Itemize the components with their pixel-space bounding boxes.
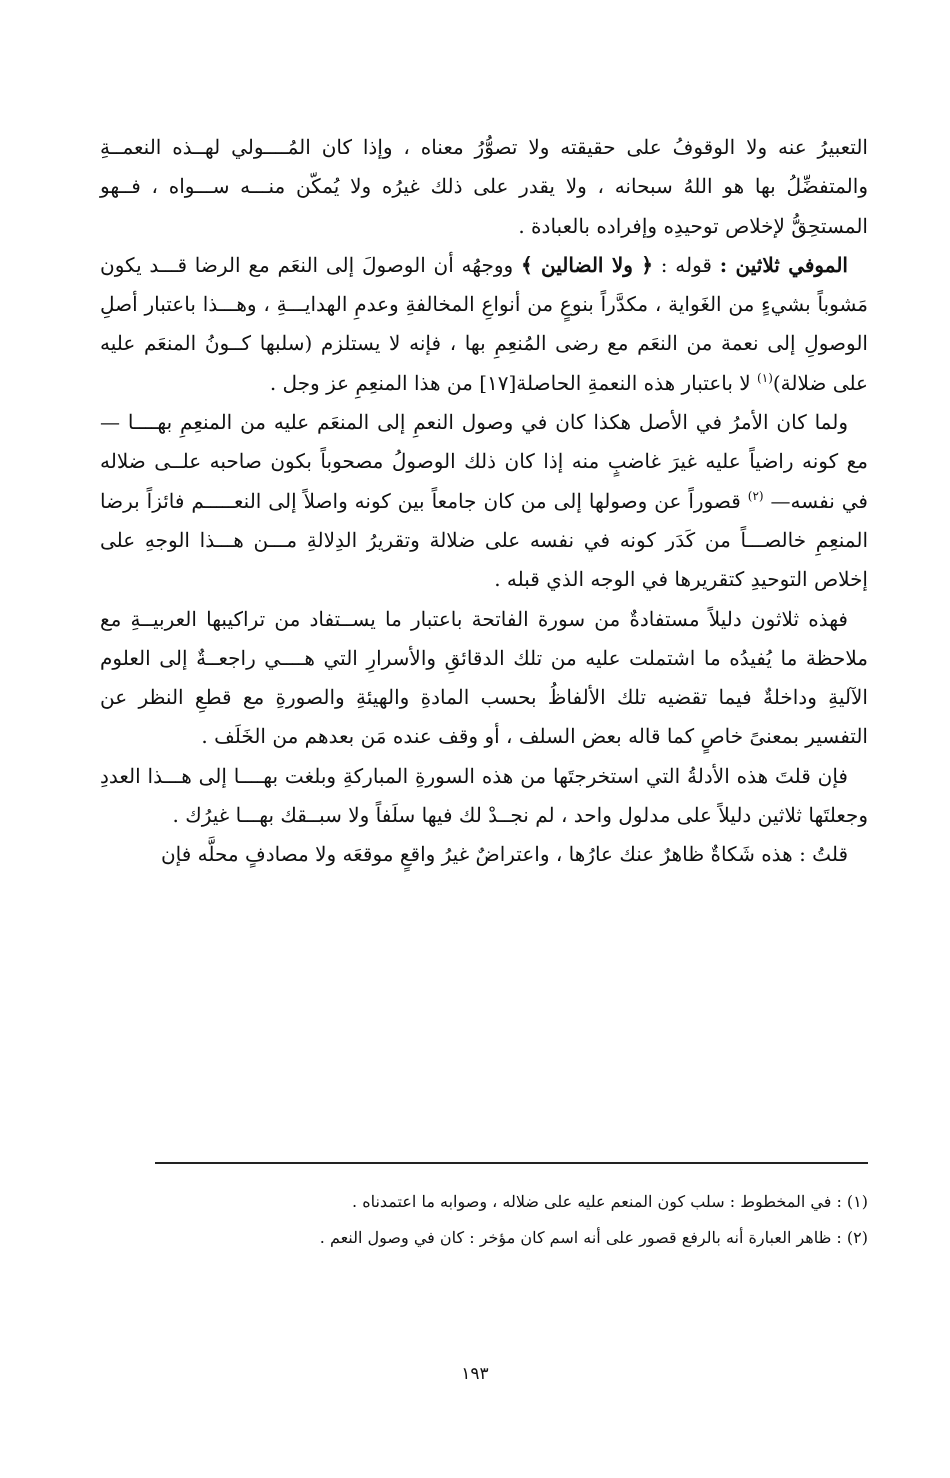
footnote-divider bbox=[155, 1162, 868, 1164]
paragraph-3-part-1: ولما كان الأمرُ في الأصل هكذا كان في وصول النعمِ إلى المنعَم عليه من المنعِمِ بهــــا — مع كونه راضياً عليه غيرَ غاضبٍ منه إذا كان ذلك الوصولُ مصحوباً بكون صاحبه علــى ضلاله في نفسه— bbox=[100, 410, 868, 513]
paragraph-4 bbox=[100, 600, 868, 757]
footnote-ref-1: (١) bbox=[757, 370, 773, 385]
paragraph-1-text: التعبيرُ عنه ولا الوقوفُ على حقيقته ولا تصوُّرُ معناه ، وإذا كان المُــــولي لهــذه النعمــةِ والمتفضِّلُ بها هو اللهُ سبحانه ، ولا يقدر على ذلك غيرُه ولا يُمكّن منـــه ســـواه ، فــهو المستحِقُّ لإخلاص توحيدِه وإفراده بالعبادة . bbox=[100, 135, 868, 238]
paragraph-6-text: قلتُ : هذه شَكاةٌ ظاهرٌ عنك عارُها ، واعتراضٌ غيرُ واقعٍ موقعَه ولا مصادفٍ محلَّه فإن bbox=[160, 842, 848, 867]
main-text bbox=[100, 128, 868, 875]
paragraph-3-part-2: قصوراً عن وصولها إلى من كان جامعاً بين كونه واصلاً إلى النعـــــم فائزاً برضا المنعِمِ خالصـــاً من كَدَر كونه في نفسه على ضلالة وتقريرُ الدِلالةِ مـــن هـــذا الوجهِ على إخلاص التوحيدِ كتقريرها في الوجه الذي قبله . bbox=[100, 488, 868, 592]
paragraph-6 bbox=[100, 835, 868, 874]
section-heading-thirtieth: الموفي ثلاثين : bbox=[719, 252, 848, 277]
paragraph-4-text: فهذه ثلاثون دليلاً مستفادةٌ من سورة الفاتحة باعتبار ما يســتفاد من تراكيبها العربيــةِ مع ملاحظة ما يُفيدُه ما اشتملت عليه من تلك الدقائقِ والأسرارِ التي هــــي راجعــةٌ إلى العلوم الآليةِ وداخلةٌ فيما تقضيه تلك الألفاظُ بحسب المادةِ والهيئةِ والصورةِ مع قطعِ النظر عن التفسير بمعنىً خاصٍ كما قاله بعض السلف ، أو وقف عنده مَن بعدهم من الخَلَف . bbox=[100, 606, 868, 749]
paragraph-2 bbox=[100, 246, 868, 403]
paragraph-2-tail: لا باعتبار هذه النعمةِ الحاصلة[١٧] من هذا المنعِمِ عز وجل . bbox=[269, 370, 758, 395]
paragraph-5 bbox=[100, 757, 868, 836]
footnote-ref-2: (٢) bbox=[747, 488, 764, 503]
paragraph-2-intro: قوله : bbox=[660, 252, 720, 277]
paragraph-1 bbox=[100, 128, 868, 246]
paragraph-3 bbox=[100, 403, 868, 599]
footnotes bbox=[100, 1184, 868, 1256]
paragraph-2-body: ووجهُه أن الوصولَ إلى النعَم مع الرضا قـــد يكون مَشوباً بشيءٍ من الغَواية ، مكدَّراً بنوعٍ من أنواعِ المخالفةِ وعدمِ الهدايـــةِ ، وهـــذا باعتبار أصلِ الوصولِ إلى نعمة من النعَم مع رضى المُنعِمِ بها ، فإنه لا يستلزم (سلبها كــونُ المنعَم عليه على ضلالة) bbox=[100, 252, 868, 395]
page-number: ١٩٣ bbox=[461, 1364, 489, 1384]
footnote-1: (١) : في المخطوط : سلب كون المنعم عليه على ضلاله ، وصوابه ما اعتمدناه . bbox=[352, 1192, 868, 1211]
footnote-2: (٢) : ظاهر العبارة أنه بالرفع قصور على أنه اسم كان مؤخر : كان في وصول النعم . bbox=[319, 1228, 868, 1247]
quran-quote: ﴿ ولا الضالين ﴾ bbox=[520, 252, 653, 277]
paragraph-5-text: فإن قلتَ هذه الأدلةُ التي استخرجتَها من هذه السورةِ المباركةِ وبلغت بهــــا إلى هـــذا العددِ وجعلتَها ثلاثين دليلاً على مدلول واحد ، لم نجــدْ لك فيها سلَفاً ولا سبــقك بهـــا غيرُك . bbox=[100, 763, 868, 828]
